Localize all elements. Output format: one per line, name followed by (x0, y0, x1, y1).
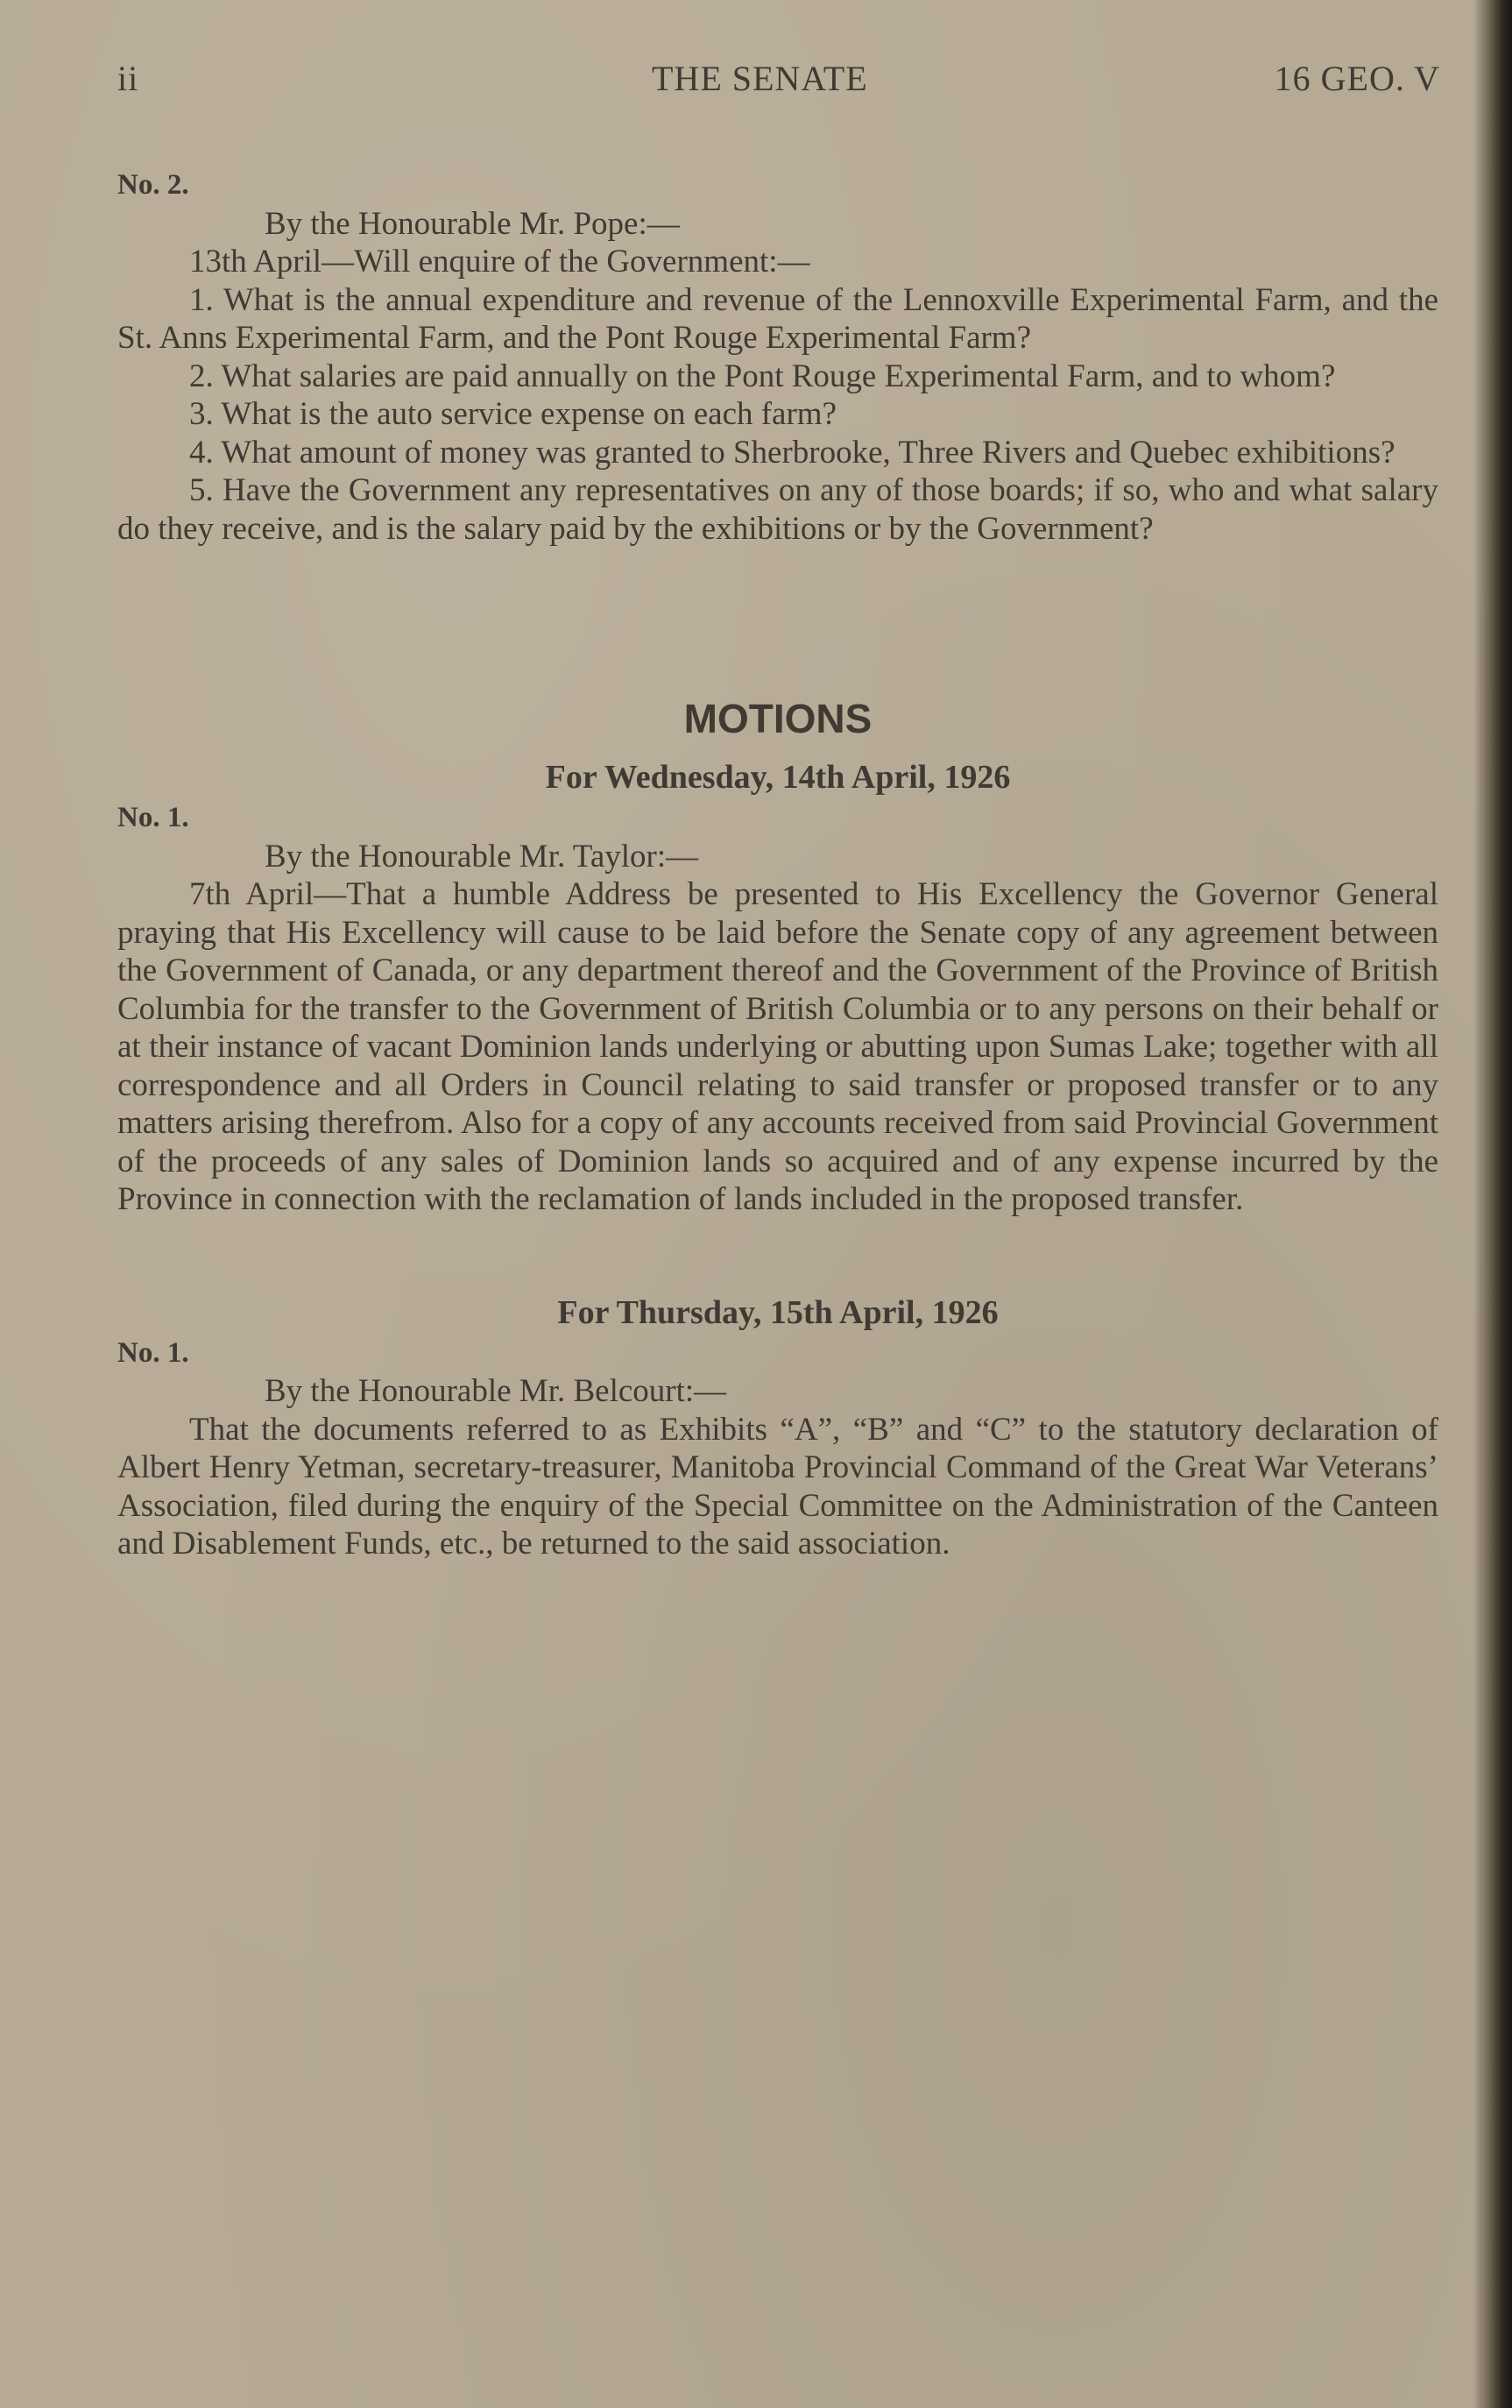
wednesday-motion-by-line: By the Honourable Mr. Taylor:— (265, 838, 699, 875)
question-by-line: By the Honourable Mr. Pope:— (265, 205, 680, 242)
section-gap (117, 548, 1438, 692)
thursday-date-heading: For Thursday, 15th April, 1926 (557, 1293, 999, 1331)
question-number: No. 2. (117, 169, 189, 201)
motions-section (117, 692, 1438, 1563)
wednesday-motion-text: 7th April—That a humble Address be presented to His Excellency the Governor General praying that His Excellency will cause to be laid before the Senate copy of any agreement between the Government of Canada, or any department thereof and the Government of the Province of British Columbia for the transfer to the Government of British Columbia or to any persons on their behalf or at their instance of vacant Dominion lands underlying or abutting upon Sumas Lake; together with all correspondence and all Orders in Council relating to said transfer or proposed transfer or to any matters arising therefrom. Also for a copy of any accounts received from said Provincial Government of the proceeds of any sales of Dominion lands so acquired and of any expense incurred by the Province in connection with the reclamation of lands included in the proposed transfer. (117, 876, 1438, 1217)
question-item-3: 3. What is the auto service expense on each farm? (189, 396, 837, 432)
questions-section (117, 166, 1438, 548)
thursday-motion-by-line: By the Honourable Mr. Belcourt:— (265, 1373, 727, 1409)
question-intro: 13th April—Will enquire of the Government:— (189, 244, 810, 280)
motion-gap (117, 1219, 1438, 1291)
binding-shadow (1473, 0, 1482, 2408)
question-item-5: 5. Have the Government any representatives on any of those boards; if so, who and what salary do they receive, and is the salary paid by the exhibitions or by the Government? (117, 472, 1438, 547)
header-session: 16 GEO. V (1274, 59, 1440, 98)
motions-heading: MOTIONS (683, 696, 873, 741)
page-number: ii (117, 59, 139, 98)
running-header (117, 58, 1440, 103)
page-content (117, 166, 1438, 1563)
question-item-2: 2. What salaries are paid annually on the Pont Rouge Experimental Farm, and to whom? (189, 358, 1336, 394)
book-spine (1482, 0, 1512, 2408)
wednesday-motion-number: No. 1. (117, 802, 189, 833)
question-item-1: 1. What is the annual expenditure and revenue of the Lennoxville Experimental Farm, and the St. Anns Experimental Farm, and the Pont Rouge Experimental Farm? (117, 281, 1438, 356)
wednesday-date-heading: For Wednesday, 14th April, 1926 (545, 759, 1011, 796)
question-item-4: 4. What amount of money was granted to Sherbrooke, Three Rivers and Quebec exhibitions? (189, 434, 1395, 471)
thursday-motion-number: No. 1. (117, 1336, 189, 1369)
heading-gap (117, 745, 1438, 755)
thursday-motion-text: That the documents referred to as Exhibits “A”, “B” and “C” to the statutory declaration of Albert Henry Yetman, secretary-treasurer, Manitoba Provincial Command of the Great War Veterans’ Association, filed during the enquiry of the Special Committee on the Administration of the Canteen and Disablement Funds, etc., be returned to the said association. (117, 1411, 1438, 1562)
header-title: THE SENATE (652, 59, 868, 98)
